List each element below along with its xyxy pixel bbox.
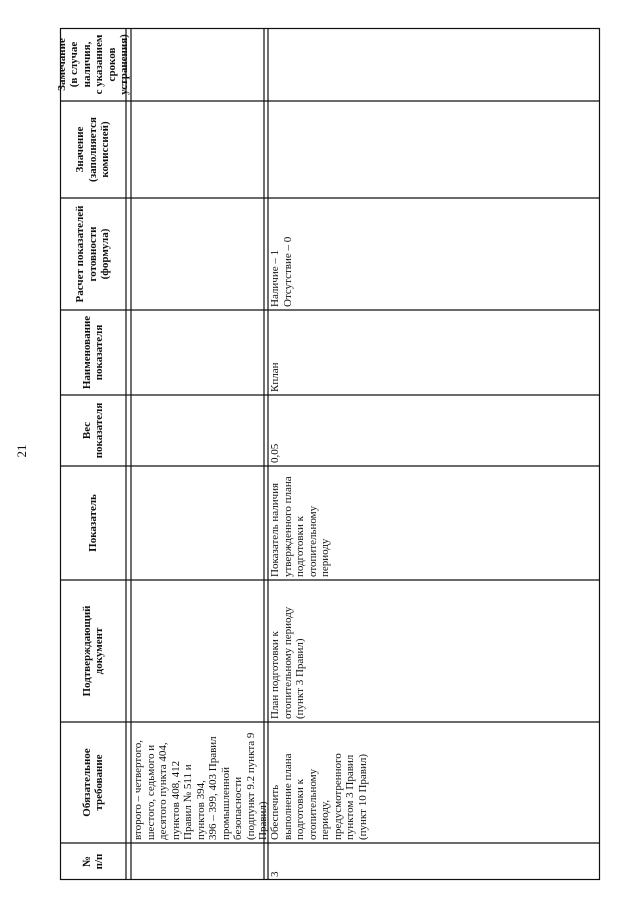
- cell-text-line: с указанием: [93, 34, 105, 95]
- cell-text-line: шестого, седьмого и: [144, 744, 157, 840]
- table-cell-value: [268, 101, 600, 198]
- cell-text-line: План подготовки к: [269, 631, 281, 719]
- table-cell-indicator: [268, 466, 600, 580]
- cell-text-line: (пункт 10 Правил): [356, 753, 369, 840]
- cell-text-line: Значение: [74, 126, 87, 173]
- cell-text-line: Наименование: [80, 315, 93, 390]
- cell-text-line: п/п: [93, 853, 105, 870]
- cell-text-line: (формула): [99, 228, 112, 280]
- table-cell-num: [131, 843, 264, 880]
- cell-text-line: (подпункт 9.2 пункта 9: [244, 732, 257, 840]
- table-cell-remark: [131, 28, 264, 101]
- table-cell-value: [131, 101, 264, 198]
- cell-text-line: Показатель: [86, 494, 99, 552]
- cell-text-line: Отсутствие – 0: [281, 236, 294, 307]
- table-cell-document: [268, 580, 600, 722]
- header-cell-weight: [60, 395, 126, 466]
- cell-text-line: периоду,: [319, 799, 331, 840]
- cell-text-line: комиссией): [99, 121, 112, 178]
- cell-text-line: Вес: [80, 421, 93, 440]
- requirements-table: [55, 28, 600, 880]
- cell-text-line: подготовки к: [294, 779, 306, 840]
- header-cell-requirement: [60, 722, 126, 843]
- cell-text-line: отопительному: [306, 505, 319, 577]
- cell-text-line: утвержденного плана: [281, 476, 294, 577]
- table-cell-calc: [131, 198, 264, 310]
- cell-text-line: сроков: [105, 47, 118, 82]
- cell-text-line: наличия,: [80, 41, 93, 88]
- cell-text-line: №: [80, 855, 93, 868]
- cell-text-line: Наличие – 1: [269, 249, 281, 307]
- cell-text-line: предусмотренного: [331, 753, 344, 840]
- cell-text-line: Правил): [257, 801, 269, 840]
- header-cell-value: [60, 101, 126, 198]
- table-cell-document: [131, 580, 264, 722]
- cell-text-line: периоду: [319, 538, 331, 577]
- cell-text-line: Подтверждающий: [80, 605, 93, 697]
- header-cell-name: [60, 310, 126, 395]
- table-cell-weight: [268, 395, 600, 466]
- cell-text-line: отопительному периоду: [281, 606, 294, 719]
- cell-text-line: (в случае: [68, 41, 80, 88]
- cell-text-line: отопительному: [306, 768, 319, 840]
- cell-text-line: Обеспечить: [269, 784, 281, 840]
- cell-text-line: готовности: [86, 226, 99, 282]
- cell-text-line: промышленной: [219, 766, 232, 840]
- cell-text-line: Правил № 511 и: [182, 764, 194, 840]
- cell-text: Кплан: [269, 362, 281, 392]
- header-cell-num: [60, 843, 126, 880]
- table-cell-requirement: [268, 722, 600, 843]
- cell-text-line: выполнение плана: [281, 753, 294, 840]
- header-cell-document: [60, 580, 126, 722]
- cell-text: 0,05: [269, 443, 281, 463]
- header-cell-indicator: [60, 466, 126, 580]
- table-cell-weight: [131, 395, 264, 466]
- cell-text-line: (заполняется: [86, 117, 99, 182]
- page-number: 21: [14, 444, 29, 458]
- cell-text-line: 396 – 399, 403 Правил: [207, 736, 219, 840]
- table-cell-name: [268, 310, 600, 395]
- table-cell-num: [268, 843, 600, 880]
- cell-text: 3: [269, 871, 281, 877]
- cell-text-line: пунктов 408, 412: [169, 760, 182, 840]
- cell-text-line: Обязательное: [80, 748, 93, 817]
- cell-text-line: показателя: [93, 324, 105, 381]
- cell-text-line: устранения): [118, 34, 130, 95]
- cell-text-line: Расчет показателей: [74, 205, 87, 303]
- cell-text-line: безопасности: [232, 776, 244, 840]
- cell-text-line: показателя: [93, 402, 105, 459]
- table-cell-name: [131, 310, 264, 395]
- table-cell-indicator: [131, 466, 264, 580]
- table-cell-remark: [268, 28, 600, 101]
- cell-text-line: второго – четвертого,: [132, 739, 144, 840]
- cell-text-line: документ: [93, 627, 105, 675]
- table-cell-requirement: [131, 722, 269, 843]
- cell-text-line: Замечание: [55, 38, 68, 91]
- table-cell-calc: [268, 198, 600, 310]
- cell-text-line: десятого пункта 404,: [157, 742, 169, 840]
- cell-text-line: Показатель наличия: [269, 482, 281, 577]
- cell-text-line: пунктов 394,: [194, 780, 207, 840]
- header-cell-remark: [55, 28, 130, 101]
- cell-text-line: подготовки к: [294, 516, 306, 577]
- cell-text-line: пунктом 3 Правил: [344, 754, 356, 840]
- header-cell-calc: [60, 198, 126, 310]
- cell-text-line: (пункт 3 Правил): [294, 638, 306, 719]
- cell-text-line: требование: [93, 754, 105, 811]
